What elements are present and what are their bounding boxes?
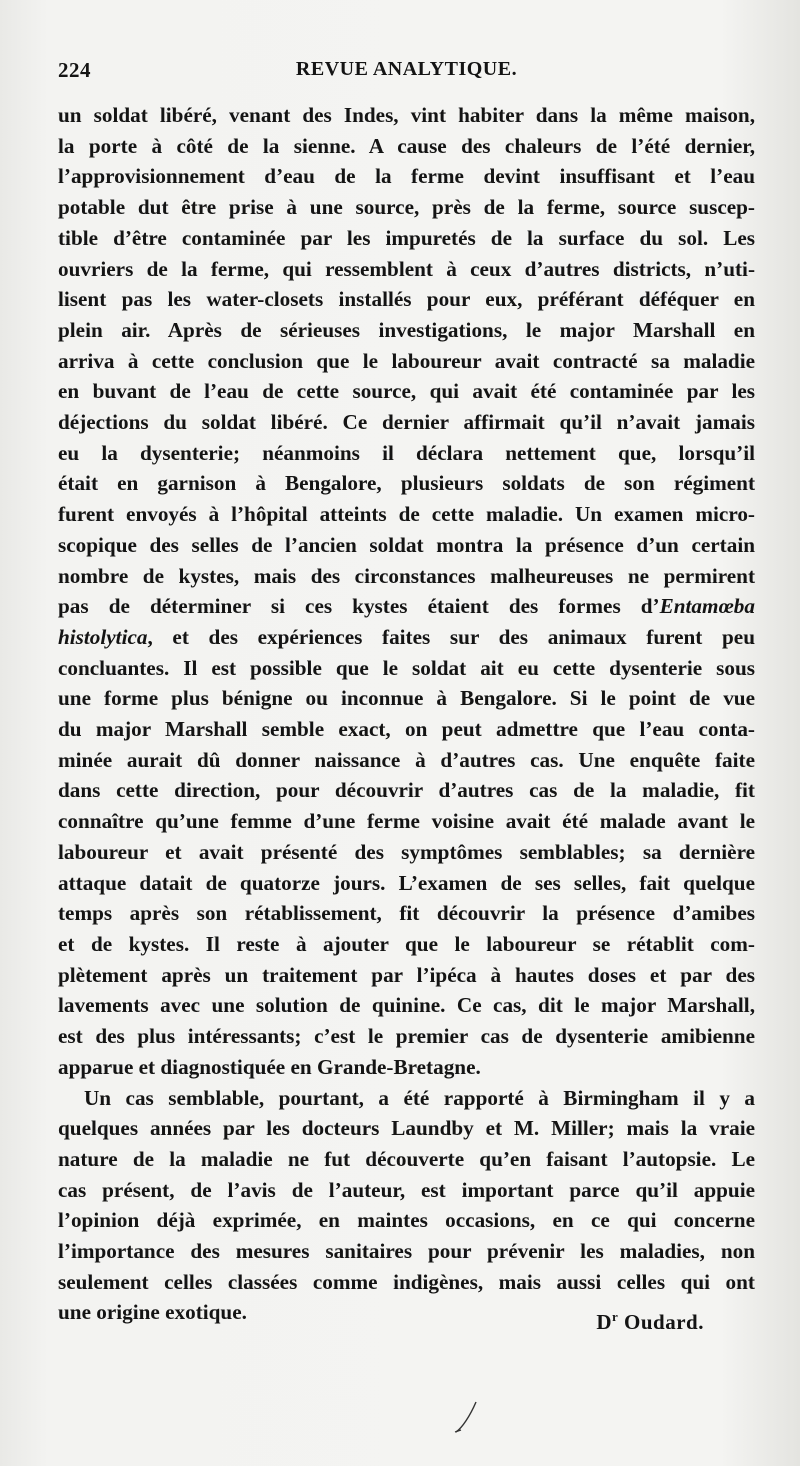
text-line: du major Marshall semble exact, on peut admettre que l’eau conta- [58,717,755,742]
signature [596,1309,704,1335]
text-line: ouvriers de la ferme, qui ressemblent à ceux d’autres districts, n’uti- [58,256,755,281]
article-body [58,100,755,1328]
text-line: lisent pas les water-closets installés pour eux, préférant déféquer en [58,287,755,312]
text-line: plein air. Après de sérieuses investigations, le major Marshall en [58,317,755,342]
text-line: nature de la maladie ne fut découverte qu’en faisant l’autopsie. Le [58,1146,755,1171]
text-line: attaque datait de quatorze jours. L’examen de ses selles, fait quelque [58,870,755,895]
text-line: scopique des selles de l’ancien soldat montra la présence d’un certain [58,532,755,557]
text-line: eu la dysenterie; néanmoins il déclara nettement que, lorsqu’il [58,440,755,465]
text-line: plètement après un traitement par l’ipéca à hautes doses et par des [58,962,755,987]
text-line: apparue et diagnostiquée en Grande-Bretagne. [58,1054,481,1079]
text-line: minée aurait dû donner naissance à d’autres cas. Une enquête faite [58,747,755,772]
page-number: 224 [58,58,91,82]
text-line: l’opinion déjà exprimée, en maintes occasions, en ce qui concerne [58,1208,755,1233]
text-line: connaître qu’une femme d’une ferme voisine avait été malade avant le [58,809,755,834]
text-line: temps après son rétablissement, fit découvrir la présence d’amibes [58,901,755,926]
text-line: dans cette direction, pour découvrir d’autres cas de la maladie, fit [58,778,755,803]
pencil-mark [452,1396,482,1436]
text-line: lavements avec une solution de quinine. Ce cas, dit le major Marshall, [58,993,755,1018]
signature-title-sup: r [612,1309,619,1324]
text-line: l’importance des mesures sanitaires pour prévenir les maladies, non [58,1239,755,1264]
text-line: une forme plus bénigne ou inconnue à Bengalore. Si le point de vue [58,686,755,711]
text-line: et de kystes. Il reste à ajouter que le laboureur se rétablit com- [58,931,755,956]
text-line: la porte à côté de la sienne. A cause des chaleurs de l’été dernier, [58,133,755,158]
text-line: est des plus intéressants; c’est le premier cas de dysenterie amibienne [58,1024,755,1049]
text-line: l’approvisionnement d’eau de la ferme devint insuffisant et l’eau [58,164,755,189]
text-line: Un cas semblable, pourtant, a été rapporté à Birmingham il y a [84,1085,755,1110]
page-header [58,54,755,90]
running-title: REVUE ANALYTIQUE. [295,58,518,80]
text-line: une origine exotique. [58,1300,247,1325]
signature-name: Oudard. [624,1310,704,1334]
text-line: seulement celles classées comme indigènes, mais aussi celles qui ont [58,1269,755,1294]
signature-title: D [596,1310,613,1334]
text-line: concluantes. Il est possible que le soldat ait eu cette dysenterie sous [58,655,755,680]
text-line: en buvant de l’eau de cette source, qui avait été contaminée par les [58,379,755,404]
text-line: histolytica, et des expériences faites sur des animaux furent peu [58,624,755,649]
text-line: déjections du soldat libéré. Ce dernier affirmait qu’il n’avait jamais [58,410,755,435]
text-line: arriva à cette conclusion que le laboureur avait contracté sa maladie [58,348,755,373]
text-line: furent envoyés à l’hôpital atteints de cette maladie. Un examen micro- [58,502,755,527]
text-line: était en garnison à Bengalore, plusieurs soldats de son régiment [58,471,755,496]
text-line: nombre de kystes, mais des circonstances malheureuses ne permirent [58,563,755,588]
text-line: potable dut être prise à une source, près de la ferme, source suscep- [58,195,755,220]
text-line: un soldat libéré, venant des Indes, vint habiter dans la même maison, [58,103,755,127]
text-line: quelques années par les docteurs Laundby et M. Miller; mais la vraie [58,1116,755,1141]
text-line: tible d’être contaminée par les impuretés de la surface du sol. Les [58,225,755,250]
text-line: pas de déterminer si ces kystes étaient des formes d’Entamœba [58,594,755,619]
text-line: laboureur et avait présenté des symptômes semblables; sa dernière [58,839,755,864]
text-line: cas présent, de l’avis de l’auteur, est important parce qu’il appuie [58,1177,755,1202]
